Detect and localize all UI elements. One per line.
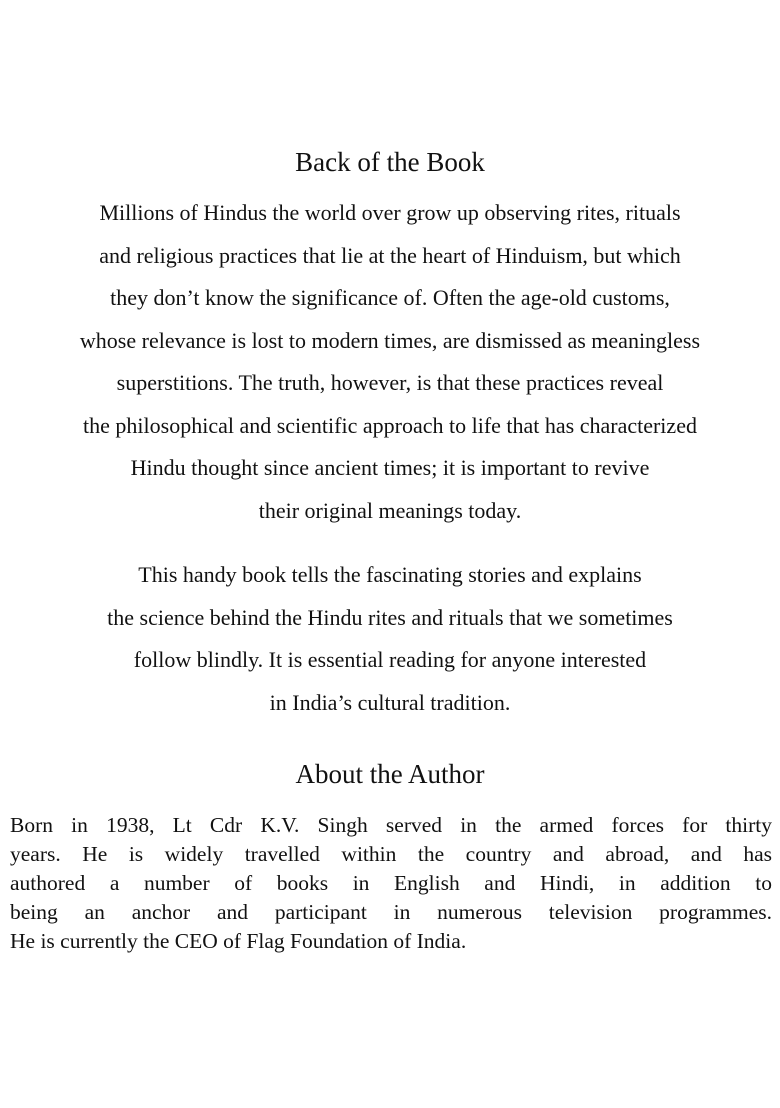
bio-line: He is currently the CEO of Flag Foundation of India. — [10, 929, 467, 953]
blurb-line: the science behind the Hindu rites and rituals that we sometimes — [107, 604, 673, 630]
blurb-line: whose relevance is lost to modern times, are dismissed as meaningless — [79, 327, 701, 353]
blurb-line: This handy book tells the fascinating stories and explains — [138, 562, 642, 587]
blurb-line: they don’t know the significance of. Often the age-old customs, — [110, 285, 670, 310]
blurb-line: superstitions. The truth, however, is that these practices reveal — [116, 370, 664, 395]
bio-line: authored a number of books in English and Hindi, in addition to — [10, 871, 772, 895]
bio-line: years. He is widely travelled within the country and abroad, and has — [10, 842, 772, 866]
blurb-line: follow blindly. It is essential reading for anyone interested — [133, 647, 647, 672]
blurb-line: in India’s cultural tradition. — [269, 689, 511, 715]
blurb-line: Millions of Hindus the world over grow up observing rites, rituals — [99, 200, 681, 225]
blurb-line: and religious practices that lie at the heart of Hinduism, but which — [99, 242, 681, 268]
bio-line: being an anchor and participant in numerous television programmes. — [10, 900, 772, 924]
back-of-book-heading: Back of the Book — [295, 147, 485, 177]
author-bio — [10, 811, 772, 956]
about-author-heading: About the Author — [295, 759, 485, 789]
blurb-line: Hindu thought since ancient times; it is important to revive — [130, 455, 650, 480]
blurb-paragraph-1 — [0, 192, 780, 532]
blurb-line: the philosophical and scientific approach to life that has characterized — [83, 412, 697, 438]
bio-line: Born in 1938, Lt Cdr K.V. Singh served in the armed forces for thirty — [10, 813, 772, 837]
blurb-line: their original meanings today. — [258, 497, 522, 523]
blurb-paragraph-2 — [0, 554, 780, 724]
